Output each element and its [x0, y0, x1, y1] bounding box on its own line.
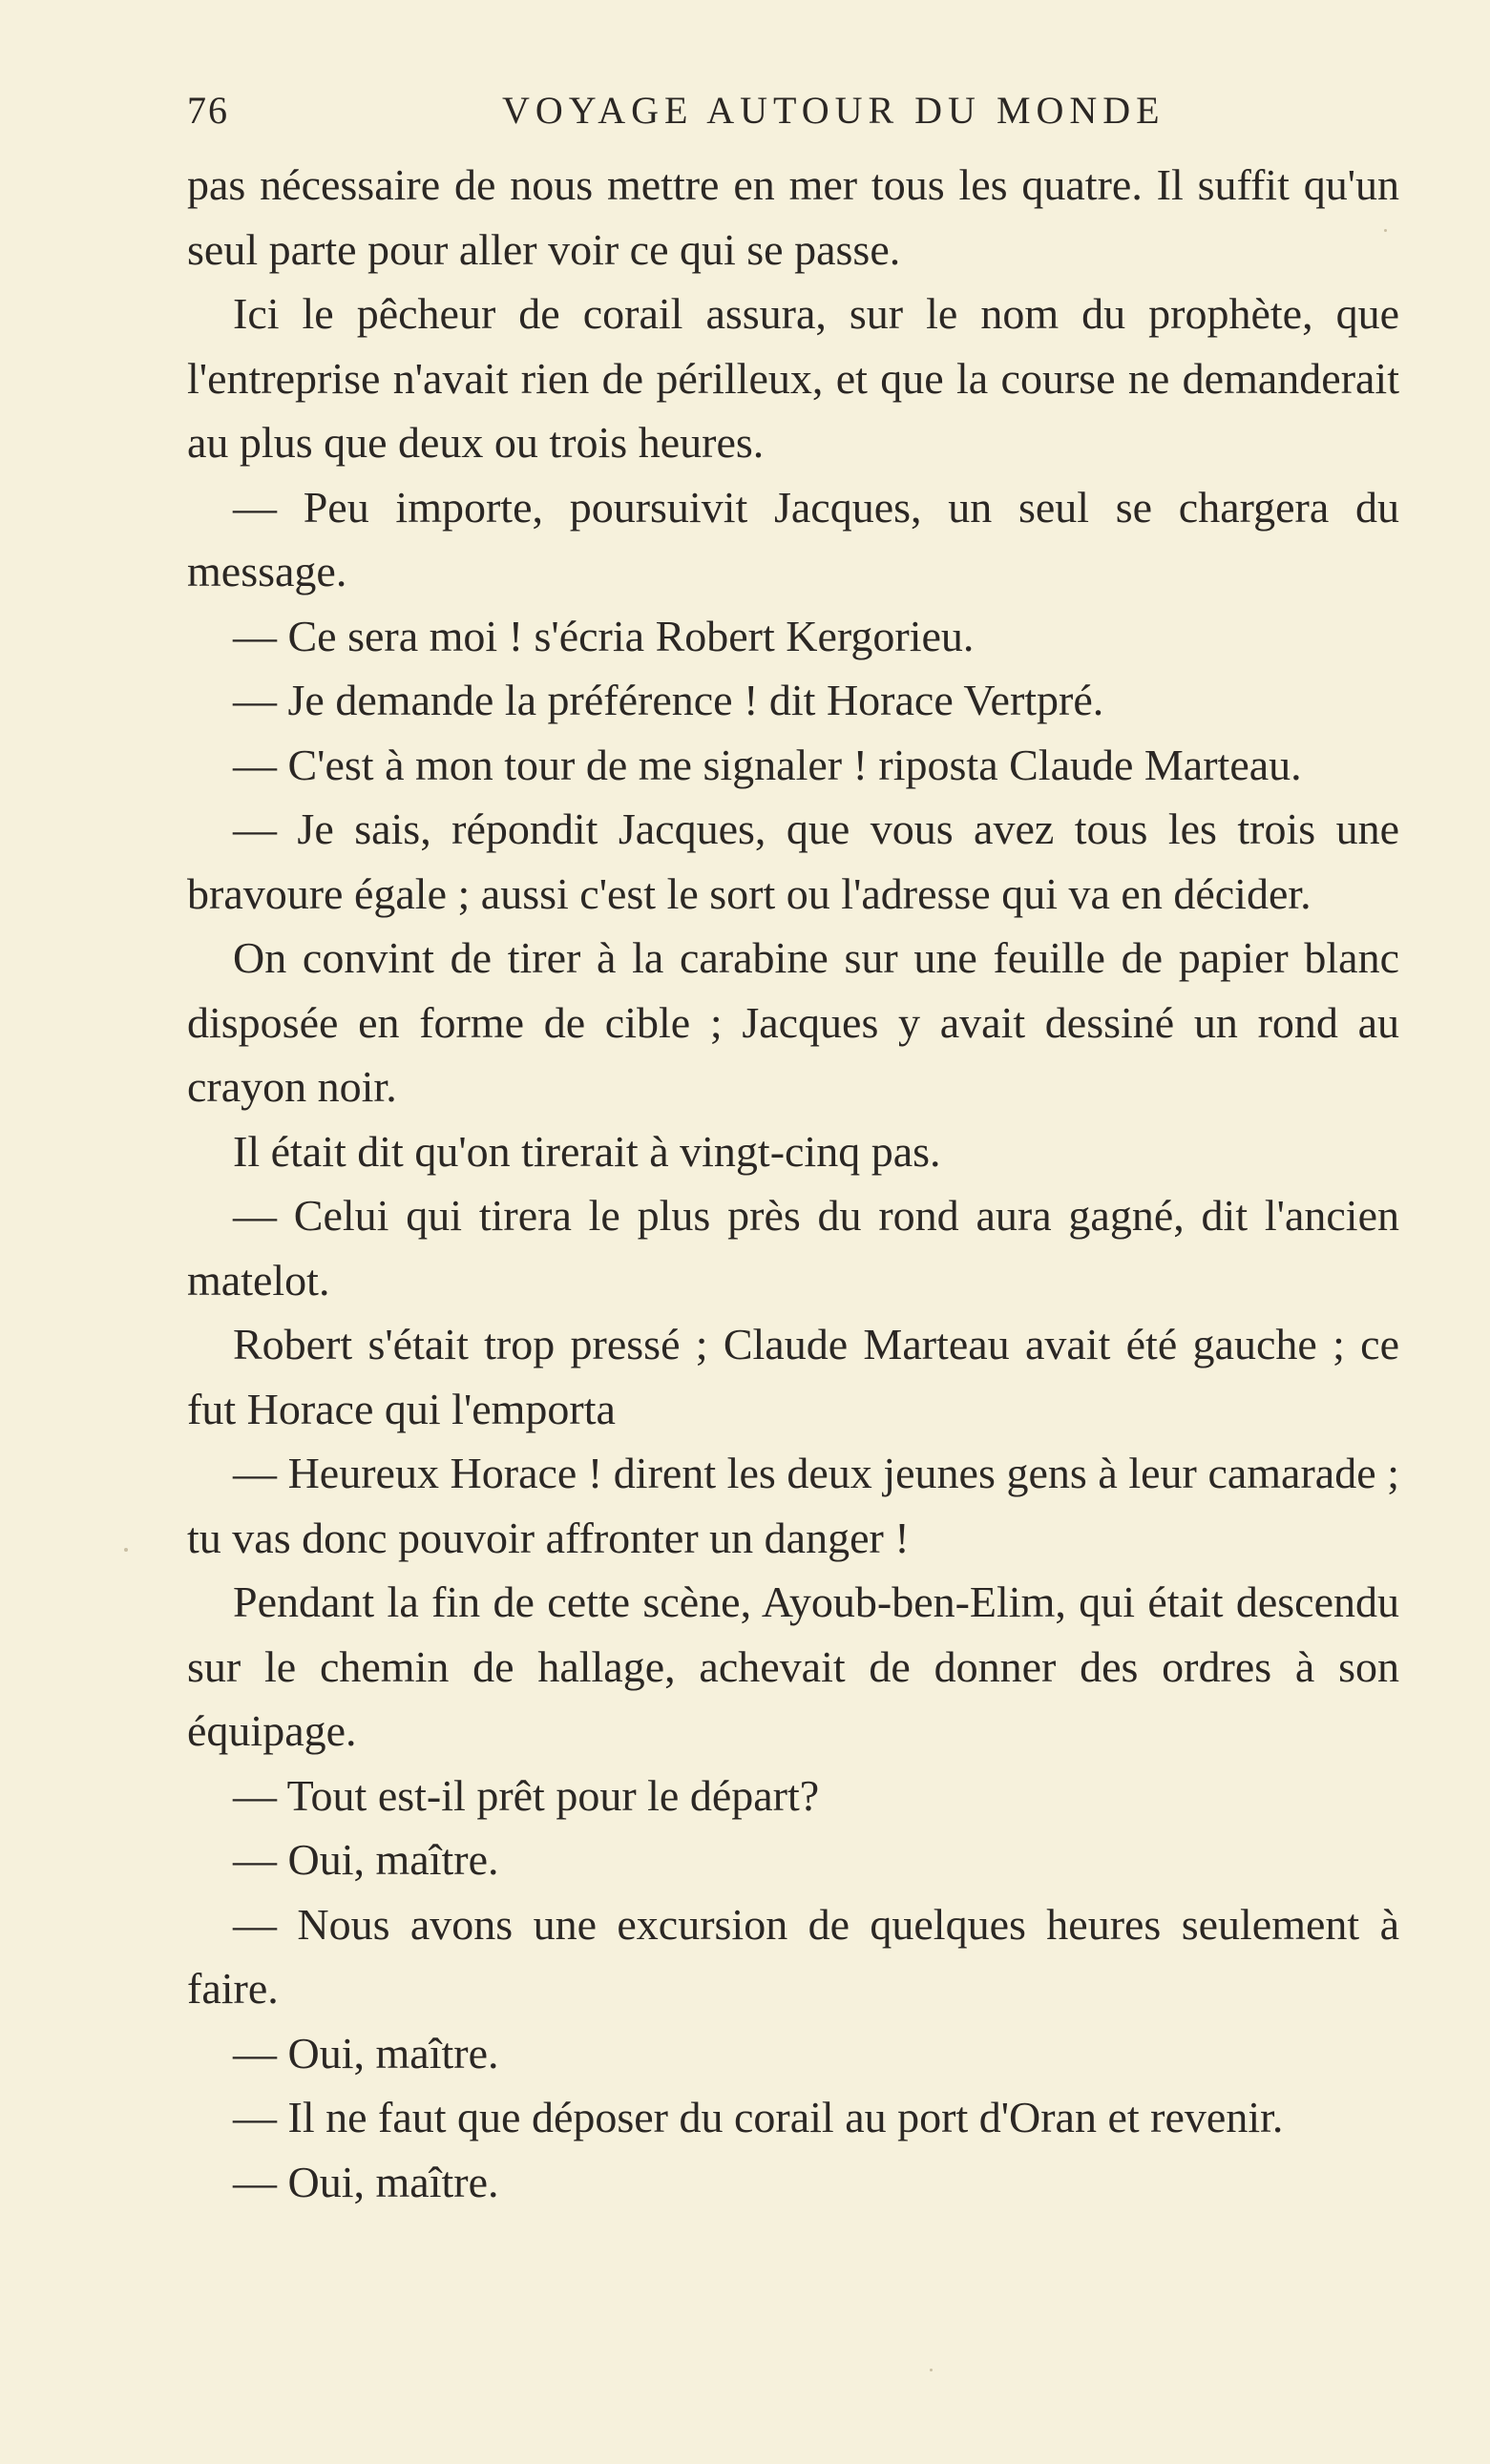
paragraph-14: — Tout est-il prêt pour le départ?: [233, 1770, 820, 1820]
paragraph-10: — Celui qui tirera le plus près du rond aura gagné, dit l'ancien matelot.: [187, 1191, 1399, 1305]
paragraph-9: Il était dit qu'on tirerait à vingt-cinq pas.: [233, 1126, 941, 1176]
paragraph-7: — Je sais, répondit Jacques, que vous avez tous les trois une bravoure égale ; aussi c'est le sort ou l'adresse qui va en décider.: [187, 804, 1399, 918]
paper-speckle: [1384, 229, 1387, 232]
paragraph-11: Robert s'était trop pressé ; Claude Marteau avait été gauche ; ce fut Horace qui l'emporta: [187, 1320, 1399, 1433]
paragraph-2: Ici le pêcheur de corail assura, sur le nom du prophète, que l'entreprise n'avait rien de périlleux, et que la course ne demanderait au plus que deux ou trois heures.: [187, 289, 1399, 467]
paragraph-4: — Ce sera moi ! s'écria Robert Kergorieu.: [233, 611, 975, 660]
paragraph-1: pas nécessaire de nous mettre en mer tous les quatre. Il suffit qu'un seul parte pour aller voir ce qui se passe.: [187, 160, 1399, 274]
paper-speckle: [930, 2369, 933, 2371]
paragraph-17: — Oui, maître.: [233, 2028, 499, 2078]
paragraph-16: — Nous avons une excursion de quelques heures seulement à faire.: [187, 1899, 1399, 2013]
paragraph-5: — Je demande la préférence ! dit Horace Vertpré.: [233, 676, 1104, 724]
paragraph-8: On convint de tirer à la carabine sur une feuille de papier blanc disposée en forme de cible ; Jacques y avait dessiné un rond au crayon noir.: [187, 933, 1399, 1111]
paragraph-13: Pendant la fin de cette scène, Ayoub-ben-Elim, qui était descendu sur le chemin de hallage, achevait de donner des ordres à son équipage.: [187, 1577, 1399, 1755]
running-title: VOYAGE AUTOUR DU MONDE: [502, 89, 1165, 132]
paragraph-6: — C'est à mon tour de me signaler ! riposta Claude Marteau.: [233, 740, 1302, 789]
paragraph-18: — Il ne faut que déposer du corail au port d'Oran et revenir.: [233, 2093, 1284, 2141]
paper-speckle: [124, 1548, 128, 1552]
paragraph-19: — Oui, maître.: [233, 2157, 499, 2206]
page-number: 76: [187, 89, 229, 132]
paragraph-3: — Peu importe, poursuivit Jacques, un seul se chargera du message.: [187, 482, 1399, 595]
paragraph-15: — Oui, maître.: [233, 1835, 499, 1884]
paragraph-12: — Heureux Horace ! dirent les deux jeunes gens à leur camarade ; tu vas donc pouvoir affronter un danger !: [187, 1449, 1399, 1562]
body-text: [187, 153, 1399, 2214]
running-head: [187, 88, 1399, 136]
